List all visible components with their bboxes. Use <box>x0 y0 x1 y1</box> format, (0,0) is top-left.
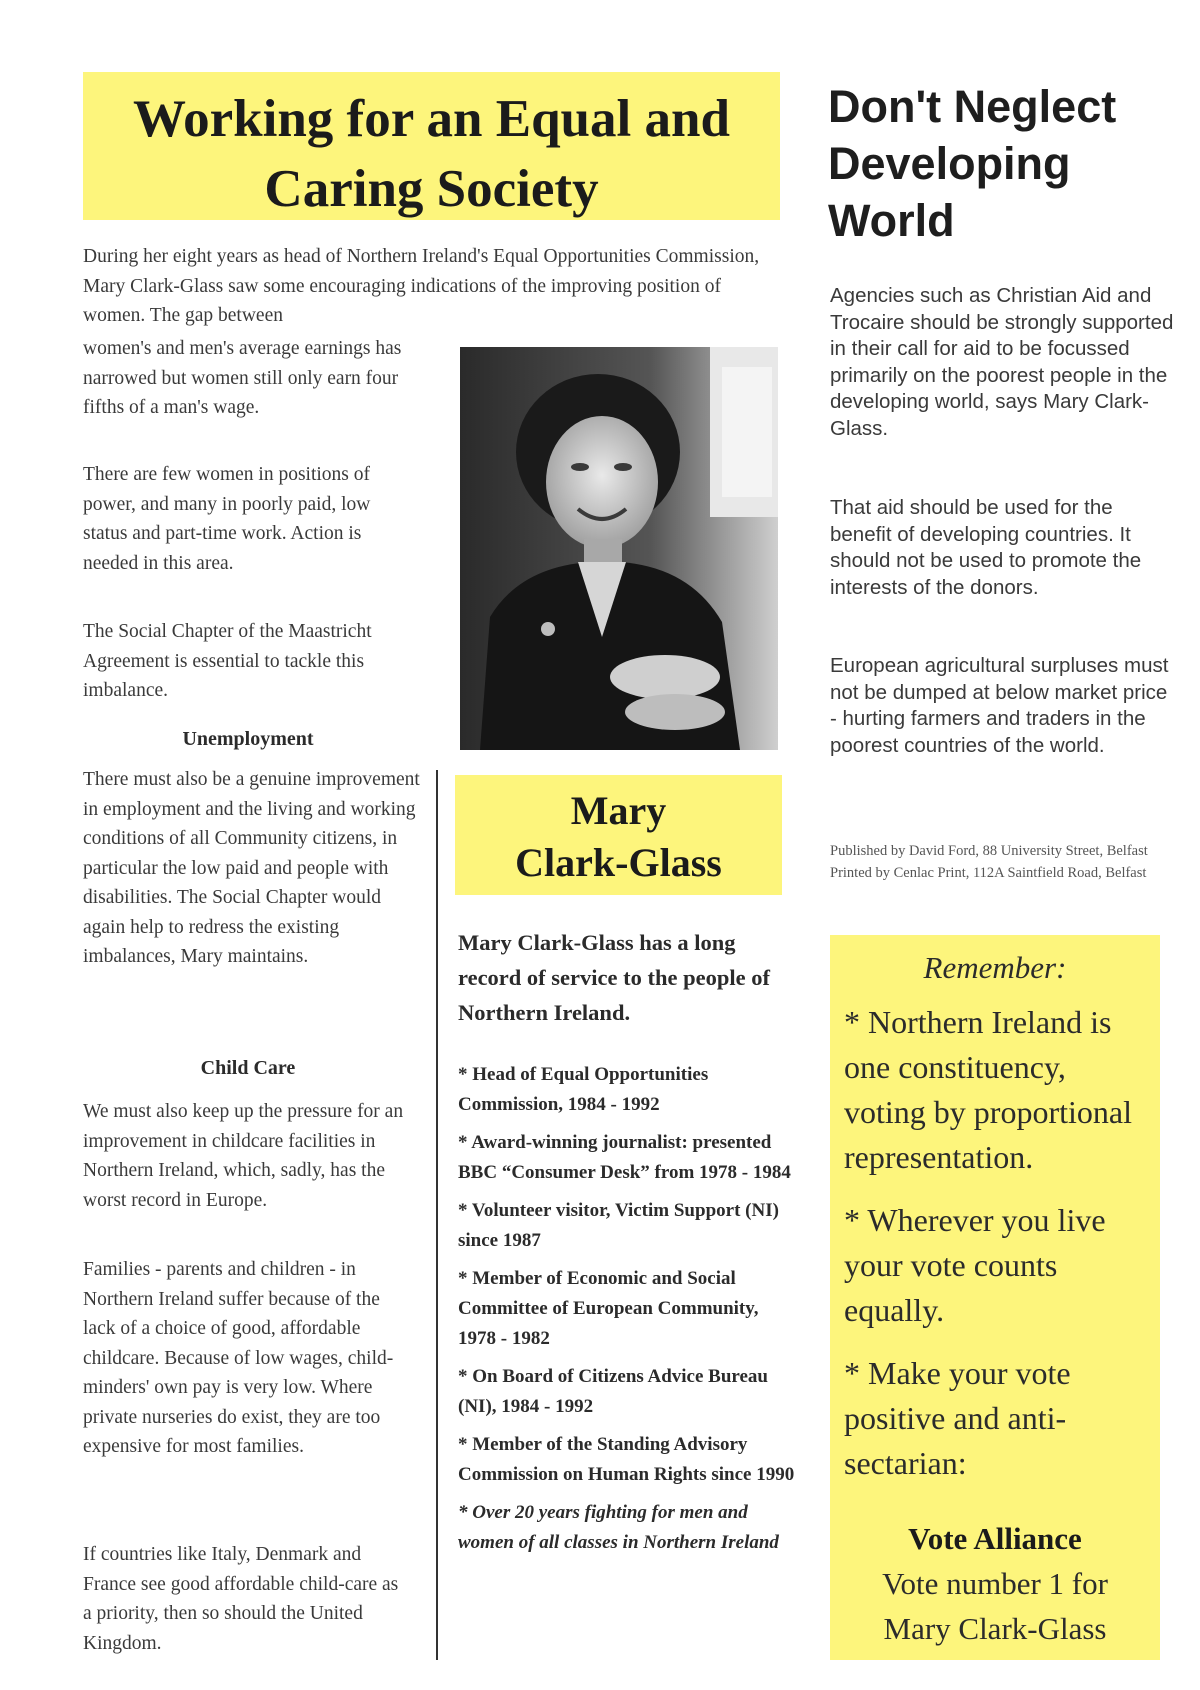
power-paragraph: There are few women in positions of power, and many in poorly paid, low status and part-time work. Action is needed in this area. <box>83 464 371 574</box>
bio-item: * Member of Economic and Social Committee of European Community, 1978 - 1982 <box>458 1268 759 1349</box>
main-heading-line1: Working for an Equal and <box>133 90 730 148</box>
main-heading-box <box>83 72 780 220</box>
remember-point: * Make your vote positive and anti-sectarian: <box>844 1355 1071 1481</box>
bio-item: * Member of the Standing Advisory Commission on Human Rights since 1990 <box>458 1434 795 1485</box>
remember-point: * Northern Ireland is one constituency, voting by proportional representation. <box>844 1004 1132 1175</box>
vote-alliance: Vote Alliance <box>908 1521 1082 1556</box>
side-heading <box>828 78 1168 249</box>
childcare-paragraph: We must also keep up the pressure for an improvement in childcare facilities in Northern Ireland, which, sadly, has the worst record in Europe. <box>83 1101 404 1211</box>
candidate-name-box <box>455 775 782 895</box>
social-chapter-paragraph: The Social Chapter of the Maastricht Agreement is essential to tackle this imbalance. <box>83 621 372 701</box>
remember-title: Remember: <box>923 950 1067 985</box>
imprint-text: Published by David Ford, 88 University Street, Belfast Printed by Cenlac Print, 112A Saintfield Road, Belfast <box>830 843 1148 881</box>
column-divider <box>436 770 438 1660</box>
vote-line: Vote number 1 for <box>882 1566 1108 1601</box>
earnings-paragraph: women's and men's average earnings has narrowed but women still only earn four fifths of a man's wage. <box>83 338 402 418</box>
bio-list <box>458 1060 798 1566</box>
bio-item-highlight: * Over 20 years fighting for men and women of all classes in Northern Ireland <box>458 1502 779 1553</box>
bio-intro: Mary Clark-Glass has a long record of service to the people of Northern Ireland. <box>458 930 770 1025</box>
remember-point: * Wherever you live your vote counts equally. <box>844 1202 1106 1328</box>
childcare-subhead: Child Care <box>200 1057 296 1079</box>
candidate-name-line2: Clark-Glass <box>515 840 722 885</box>
main-heading <box>83 84 780 224</box>
candidate-photo <box>460 347 778 750</box>
bio-item: * Head of Equal Opportunities Commission, 1984 - 1992 <box>458 1064 709 1115</box>
countries-paragraph: If countries like Italy, Denmark and France see good affordable child-care as a priority, then so should the United Kingdom. <box>83 1544 399 1654</box>
intro-paragraph: During her eight years as head of Northern Ireland's Equal Opportunities Commission, Mary Clark-Glass saw some encouraging indications of the improving position of women. The gap between <box>83 246 760 326</box>
remember-box <box>830 935 1160 1660</box>
unemployment-subhead: Unemployment <box>182 728 314 750</box>
bio-item: * Volunteer visitor, Victim Support (NI) since 1987 <box>458 1200 779 1251</box>
unemployment-paragraph: There must also be a genuine improvement in employment and the living and working conditions of all Community citizens, in particular the low paid and people with disabilities. The Social Chapter would again help to redress the existing imbalances, Mary maintains. <box>83 769 420 967</box>
donors-paragraph: That aid should be used for the benefit of developing countries. It should not be used to promote the interests of the donors. <box>830 496 1142 599</box>
vote-line: Mary Clark-Glass <box>883 1611 1107 1646</box>
bio-item: * Award-winning journalist: presented BBC “Consumer Desk” from 1978 - 1984 <box>458 1132 791 1183</box>
surpluses-paragraph: European agricultural surpluses must not be dumped at below market price - hurting farmers and traders in the poorest countries of the world. <box>830 654 1169 757</box>
families-paragraph: Families - parents and children - in Northern Ireland suffer because of the lack of a choice of good, affordable childcare. Because of low wages, child-minders' own pay is very low. Where private nurseries do exist, they are too expensive for most families. <box>83 1259 394 1457</box>
aid-paragraph: Agencies such as Christian Aid and Trocaire should be strongly supported in their call for aid to be focussed primarily on the poorest people in the developing world, says Mary Clark-Glass. <box>830 284 1174 440</box>
side-heading-line1: Don't Neglect <box>828 81 1117 132</box>
bio-item: * On Board of Citizens Advice Bureau (NI), 1984 - 1992 <box>458 1366 768 1417</box>
portrait-image <box>460 347 778 750</box>
side-heading-line3: World <box>828 195 955 246</box>
side-heading-line2: Developing <box>828 138 1071 189</box>
main-heading-line2: Caring Society <box>264 160 599 218</box>
candidate-name-line1: Mary <box>570 788 667 833</box>
